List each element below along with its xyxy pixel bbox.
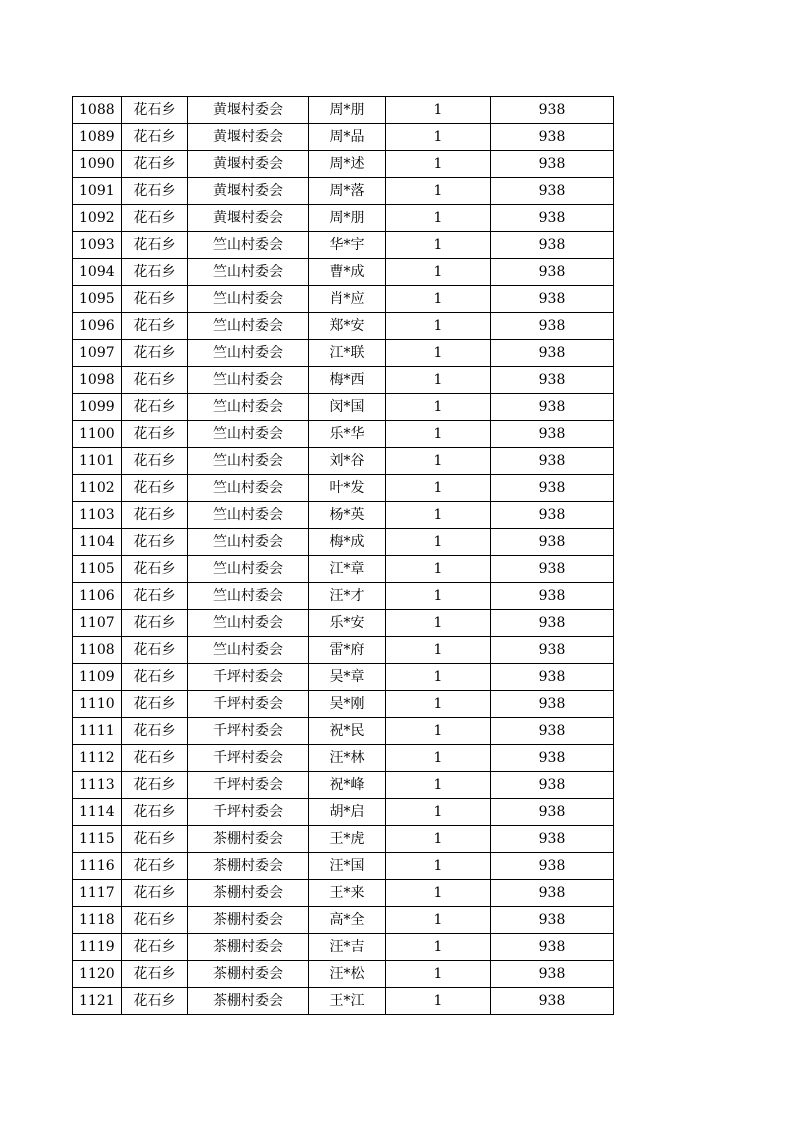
count-cell: 1 — [386, 664, 491, 691]
table-row — [73, 637, 614, 664]
table-row — [73, 934, 614, 961]
amount-cell: 938 — [491, 259, 614, 286]
count-cell: 1 — [386, 718, 491, 745]
amount-cell: 938 — [491, 745, 614, 772]
amount-cell: 938 — [491, 772, 614, 799]
township-cell: 花石乡 — [122, 232, 188, 259]
village-committee-cell: 竺山村委会 — [188, 232, 309, 259]
count-cell: 1 — [386, 880, 491, 907]
count-cell: 1 — [386, 772, 491, 799]
count-cell: 1 — [386, 394, 491, 421]
person-name-cell: 王*虎 — [309, 826, 386, 853]
township-cell: 花石乡 — [122, 124, 188, 151]
village-committee-cell: 千坪村委会 — [188, 772, 309, 799]
township-cell: 花石乡 — [122, 556, 188, 583]
row-number-cell: 1109 — [73, 664, 122, 691]
person-name-cell: 周*述 — [309, 151, 386, 178]
township-cell: 花石乡 — [122, 583, 188, 610]
count-cell: 1 — [386, 826, 491, 853]
township-cell: 花石乡 — [122, 259, 188, 286]
person-name-cell: 乐*华 — [309, 421, 386, 448]
row-number-cell: 1088 — [73, 97, 122, 124]
person-name-cell: 雷*府 — [309, 637, 386, 664]
row-number-cell: 1114 — [73, 799, 122, 826]
township-cell: 花石乡 — [122, 421, 188, 448]
count-cell: 1 — [386, 259, 491, 286]
count-cell: 1 — [386, 853, 491, 880]
count-cell: 1 — [386, 934, 491, 961]
person-name-cell: 乐*安 — [309, 610, 386, 637]
table-row — [73, 151, 614, 178]
person-name-cell: 汪*松 — [309, 961, 386, 988]
row-number-cell: 1090 — [73, 151, 122, 178]
count-cell: 1 — [386, 97, 491, 124]
amount-cell: 938 — [491, 178, 614, 205]
person-name-cell: 叶*发 — [309, 475, 386, 502]
township-cell: 花石乡 — [122, 691, 188, 718]
township-cell: 花石乡 — [122, 799, 188, 826]
table-row — [73, 826, 614, 853]
count-cell: 1 — [386, 610, 491, 637]
township-cell: 花石乡 — [122, 988, 188, 1015]
township-cell: 花石乡 — [122, 718, 188, 745]
amount-cell: 938 — [491, 502, 614, 529]
amount-cell: 938 — [491, 934, 614, 961]
amount-cell: 938 — [491, 340, 614, 367]
amount-cell: 938 — [491, 583, 614, 610]
count-cell: 1 — [386, 313, 491, 340]
row-number-cell: 1089 — [73, 124, 122, 151]
count-cell: 1 — [386, 583, 491, 610]
table-row — [73, 340, 614, 367]
count-cell: 1 — [386, 124, 491, 151]
table-row — [73, 475, 614, 502]
row-number-cell: 1098 — [73, 367, 122, 394]
row-number-cell: 1091 — [73, 178, 122, 205]
count-cell: 1 — [386, 475, 491, 502]
township-cell: 花石乡 — [122, 286, 188, 313]
table-row — [73, 394, 614, 421]
township-cell: 花石乡 — [122, 664, 188, 691]
table-row — [73, 313, 614, 340]
amount-cell: 938 — [491, 961, 614, 988]
table-row — [73, 502, 614, 529]
amount-cell: 938 — [491, 907, 614, 934]
person-name-cell: 高*全 — [309, 907, 386, 934]
village-committee-cell: 竺山村委会 — [188, 637, 309, 664]
data-table — [72, 96, 614, 1015]
township-cell: 花石乡 — [122, 961, 188, 988]
row-number-cell: 1120 — [73, 961, 122, 988]
person-name-cell: 江*联 — [309, 340, 386, 367]
township-cell: 花石乡 — [122, 394, 188, 421]
row-number-cell: 1117 — [73, 880, 122, 907]
person-name-cell: 吴*章 — [309, 664, 386, 691]
table-row — [73, 880, 614, 907]
table-row — [73, 97, 614, 124]
count-cell: 1 — [386, 907, 491, 934]
township-cell: 花石乡 — [122, 502, 188, 529]
person-name-cell: 汪*林 — [309, 745, 386, 772]
row-number-cell: 1107 — [73, 610, 122, 637]
village-committee-cell: 茶棚村委会 — [188, 826, 309, 853]
person-name-cell: 江*章 — [309, 556, 386, 583]
row-number-cell: 1095 — [73, 286, 122, 313]
amount-cell: 938 — [491, 718, 614, 745]
row-number-cell: 1111 — [73, 718, 122, 745]
row-number-cell: 1112 — [73, 745, 122, 772]
table-row — [73, 691, 614, 718]
table-row — [73, 718, 614, 745]
row-number-cell: 1106 — [73, 583, 122, 610]
person-name-cell: 刘*谷 — [309, 448, 386, 475]
person-name-cell: 曹*成 — [309, 259, 386, 286]
row-number-cell: 1108 — [73, 637, 122, 664]
village-committee-cell: 黄堰村委会 — [188, 178, 309, 205]
person-name-cell: 王*来 — [309, 880, 386, 907]
village-committee-cell: 千坪村委会 — [188, 799, 309, 826]
table-body — [73, 97, 614, 1015]
row-number-cell: 1103 — [73, 502, 122, 529]
person-name-cell: 汪*才 — [309, 583, 386, 610]
person-name-cell: 华*宇 — [309, 232, 386, 259]
row-number-cell: 1118 — [73, 907, 122, 934]
person-name-cell: 闵*国 — [309, 394, 386, 421]
amount-cell: 938 — [491, 286, 614, 313]
amount-cell: 938 — [491, 529, 614, 556]
count-cell: 1 — [386, 340, 491, 367]
person-name-cell: 胡*启 — [309, 799, 386, 826]
person-name-cell: 肖*应 — [309, 286, 386, 313]
township-cell: 花石乡 — [122, 610, 188, 637]
row-number-cell: 1116 — [73, 853, 122, 880]
village-committee-cell: 黄堰村委会 — [188, 205, 309, 232]
village-committee-cell: 茶棚村委会 — [188, 880, 309, 907]
village-committee-cell: 千坪村委会 — [188, 745, 309, 772]
village-committee-cell: 茶棚村委会 — [188, 934, 309, 961]
township-cell: 花石乡 — [122, 745, 188, 772]
count-cell: 1 — [386, 799, 491, 826]
person-name-cell: 梅*西 — [309, 367, 386, 394]
count-cell: 1 — [386, 178, 491, 205]
township-cell: 花石乡 — [122, 907, 188, 934]
row-number-cell: 1094 — [73, 259, 122, 286]
amount-cell: 938 — [491, 610, 614, 637]
amount-cell: 938 — [491, 988, 614, 1015]
amount-cell: 938 — [491, 853, 614, 880]
table-row — [73, 583, 614, 610]
person-name-cell: 祝*民 — [309, 718, 386, 745]
person-name-cell: 梅*成 — [309, 529, 386, 556]
table-row — [73, 772, 614, 799]
table-row — [73, 799, 614, 826]
amount-cell: 938 — [491, 313, 614, 340]
count-cell: 1 — [386, 151, 491, 178]
amount-cell: 938 — [491, 691, 614, 718]
amount-cell: 938 — [491, 421, 614, 448]
row-number-cell: 1119 — [73, 934, 122, 961]
village-committee-cell: 千坪村委会 — [188, 718, 309, 745]
village-committee-cell: 竺山村委会 — [188, 340, 309, 367]
village-committee-cell: 千坪村委会 — [188, 691, 309, 718]
amount-cell: 938 — [491, 367, 614, 394]
person-name-cell: 周*朋 — [309, 97, 386, 124]
amount-cell: 938 — [491, 880, 614, 907]
row-number-cell: 1097 — [73, 340, 122, 367]
township-cell: 花石乡 — [122, 97, 188, 124]
village-committee-cell: 茶棚村委会 — [188, 853, 309, 880]
person-name-cell: 杨*英 — [309, 502, 386, 529]
township-cell: 花石乡 — [122, 448, 188, 475]
table-row — [73, 745, 614, 772]
village-committee-cell: 千坪村委会 — [188, 664, 309, 691]
row-number-cell: 1099 — [73, 394, 122, 421]
row-number-cell: 1100 — [73, 421, 122, 448]
amount-cell: 938 — [491, 637, 614, 664]
village-committee-cell: 竺山村委会 — [188, 394, 309, 421]
table-row — [73, 853, 614, 880]
table-row — [73, 529, 614, 556]
count-cell: 1 — [386, 637, 491, 664]
person-name-cell: 王*江 — [309, 988, 386, 1015]
count-cell: 1 — [386, 691, 491, 718]
row-number-cell: 1096 — [73, 313, 122, 340]
person-name-cell: 郑*安 — [309, 313, 386, 340]
person-name-cell: 吴*刚 — [309, 691, 386, 718]
table-row — [73, 421, 614, 448]
table-row — [73, 988, 614, 1015]
count-cell: 1 — [386, 556, 491, 583]
amount-cell: 938 — [491, 151, 614, 178]
village-committee-cell: 竺山村委会 — [188, 529, 309, 556]
amount-cell: 938 — [491, 124, 614, 151]
row-number-cell: 1092 — [73, 205, 122, 232]
table-row — [73, 124, 614, 151]
person-name-cell: 周*落 — [309, 178, 386, 205]
row-number-cell: 1121 — [73, 988, 122, 1015]
township-cell: 花石乡 — [122, 205, 188, 232]
township-cell: 花石乡 — [122, 313, 188, 340]
township-cell: 花石乡 — [122, 178, 188, 205]
count-cell: 1 — [386, 448, 491, 475]
table-row — [73, 367, 614, 394]
village-committee-cell: 竺山村委会 — [188, 286, 309, 313]
amount-cell: 938 — [491, 232, 614, 259]
count-cell: 1 — [386, 421, 491, 448]
table-row — [73, 610, 614, 637]
village-committee-cell: 竺山村委会 — [188, 610, 309, 637]
count-cell: 1 — [386, 988, 491, 1015]
township-cell: 花石乡 — [122, 853, 188, 880]
village-committee-cell: 竺山村委会 — [188, 475, 309, 502]
village-committee-cell: 竺山村委会 — [188, 259, 309, 286]
row-number-cell: 1113 — [73, 772, 122, 799]
village-committee-cell: 竺山村委会 — [188, 313, 309, 340]
village-committee-cell: 黄堰村委会 — [188, 151, 309, 178]
village-committee-cell: 黄堰村委会 — [188, 97, 309, 124]
village-committee-cell: 茶棚村委会 — [188, 988, 309, 1015]
township-cell: 花石乡 — [122, 637, 188, 664]
row-number-cell: 1104 — [73, 529, 122, 556]
row-number-cell: 1105 — [73, 556, 122, 583]
count-cell: 1 — [386, 286, 491, 313]
village-committee-cell: 竺山村委会 — [188, 448, 309, 475]
township-cell: 花石乡 — [122, 934, 188, 961]
township-cell: 花石乡 — [122, 529, 188, 556]
township-cell: 花石乡 — [122, 826, 188, 853]
village-committee-cell: 茶棚村委会 — [188, 961, 309, 988]
township-cell: 花石乡 — [122, 880, 188, 907]
table-row — [73, 205, 614, 232]
amount-cell: 938 — [491, 826, 614, 853]
count-cell: 1 — [386, 502, 491, 529]
table-row — [73, 961, 614, 988]
amount-cell: 938 — [491, 475, 614, 502]
amount-cell: 938 — [491, 394, 614, 421]
person-name-cell: 祝*峰 — [309, 772, 386, 799]
table-row — [73, 286, 614, 313]
amount-cell: 938 — [491, 205, 614, 232]
table-row — [73, 664, 614, 691]
amount-cell: 938 — [491, 799, 614, 826]
row-number-cell: 1102 — [73, 475, 122, 502]
count-cell: 1 — [386, 745, 491, 772]
count-cell: 1 — [386, 367, 491, 394]
table-row — [73, 556, 614, 583]
village-committee-cell: 竺山村委会 — [188, 367, 309, 394]
township-cell: 花石乡 — [122, 772, 188, 799]
amount-cell: 938 — [491, 448, 614, 475]
row-number-cell: 1093 — [73, 232, 122, 259]
amount-cell: 938 — [491, 97, 614, 124]
count-cell: 1 — [386, 232, 491, 259]
amount-cell: 938 — [491, 556, 614, 583]
township-cell: 花石乡 — [122, 151, 188, 178]
table-row — [73, 448, 614, 475]
count-cell: 1 — [386, 205, 491, 232]
amount-cell: 938 — [491, 664, 614, 691]
village-committee-cell: 竺山村委会 — [188, 502, 309, 529]
person-name-cell: 周*朋 — [309, 205, 386, 232]
village-committee-cell: 竺山村委会 — [188, 583, 309, 610]
table-row — [73, 232, 614, 259]
village-committee-cell: 茶棚村委会 — [188, 907, 309, 934]
village-committee-cell: 黄堰村委会 — [188, 124, 309, 151]
person-name-cell: 汪*吉 — [309, 934, 386, 961]
village-committee-cell: 竺山村委会 — [188, 421, 309, 448]
person-name-cell: 汪*国 — [309, 853, 386, 880]
count-cell: 1 — [386, 961, 491, 988]
row-number-cell: 1115 — [73, 826, 122, 853]
row-number-cell: 1110 — [73, 691, 122, 718]
table-row — [73, 907, 614, 934]
township-cell: 花石乡 — [122, 340, 188, 367]
person-name-cell: 周*品 — [309, 124, 386, 151]
row-number-cell: 1101 — [73, 448, 122, 475]
township-cell: 花石乡 — [122, 475, 188, 502]
village-committee-cell: 竺山村委会 — [188, 556, 309, 583]
township-cell: 花石乡 — [122, 367, 188, 394]
table-row — [73, 259, 614, 286]
count-cell: 1 — [386, 529, 491, 556]
table-row — [73, 178, 614, 205]
